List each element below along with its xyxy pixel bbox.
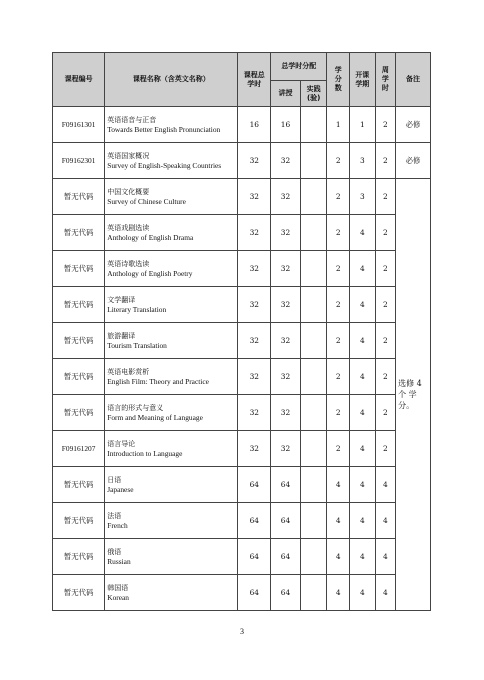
credits: 2 [327,287,350,323]
course-name [105,503,238,539]
table-row [53,575,431,611]
weekly-hours: 2 [375,323,395,359]
course-code: 暂无代码 [53,215,105,251]
practice-hours [300,359,327,395]
course-name-zh: 韩国语 [107,583,129,592]
elective-remark: 选修 4 个 学分。 [396,179,431,611]
course-name [105,143,238,179]
total-hours: 64 [238,503,271,539]
header-remarks: 备注 [396,53,431,107]
header-practice: 实践(验) [300,81,327,107]
lecture-hours: 64 [271,503,301,539]
course-name-zh: 文学翻译 [107,295,136,304]
course-name-zh: 语言的形式与意义 [107,403,164,412]
weekly-hours: 2 [375,179,395,215]
lecture-hours: 32 [271,143,301,179]
header-credits: 学分数 [327,53,350,107]
credits: 2 [327,431,350,467]
course-name [105,359,238,395]
semester: 4 [350,287,376,323]
table-row [53,143,431,179]
course-code: 暂无代码 [53,179,105,215]
practice-hours [300,287,327,323]
lecture-hours: 32 [271,287,301,323]
semester: 4 [350,467,376,503]
course-code: 暂无代码 [53,539,105,575]
semester: 4 [350,575,376,611]
semester: 4 [350,215,376,251]
course-code: F09161301 [53,107,105,143]
practice-hours [300,107,327,143]
course-name-en: Towards Better English Pronunciation [107,124,221,134]
table-row [53,251,431,287]
table-row [53,215,431,251]
course-code: 暂无代码 [53,323,105,359]
table-row [53,431,431,467]
lecture-hours: 32 [271,251,301,287]
table-body [53,107,431,611]
total-hours: 32 [238,215,271,251]
total-hours: 32 [238,179,271,215]
credits: 1 [327,107,350,143]
credits: 2 [327,359,350,395]
course-code: F09162301 [53,143,105,179]
course-name-zh: 法语 [107,511,122,520]
total-hours: 32 [238,431,271,467]
course-name-zh: 英语诗歌选读 [107,259,150,268]
course-table [52,52,431,611]
semester: 4 [350,323,376,359]
table-row [53,359,431,395]
total-hours: 32 [238,143,271,179]
header-hours-split: 总学时分配 [271,53,327,81]
course-name-en: Tourism Translation [107,340,167,350]
practice-hours [300,539,327,575]
total-hours: 16 [238,107,271,143]
course-code: F09161207 [53,431,105,467]
course-name-en: Japanese [107,484,134,494]
credits: 2 [327,179,350,215]
practice-hours [300,215,327,251]
course-name [105,179,238,215]
weekly-hours: 4 [375,503,395,539]
course-name-en: Korean [107,592,129,602]
header-total-hours: 课程总学时 [238,53,271,107]
course-name-en: Survey of English-Speaking Countries [107,160,222,170]
credits: 2 [327,215,350,251]
course-code: 暂无代码 [53,251,105,287]
course-name-en: Anthology of English Drama [107,232,194,242]
lecture-hours: 32 [271,215,301,251]
table-row [53,539,431,575]
course-name-zh: 俄语 [107,547,122,556]
total-hours: 32 [238,359,271,395]
course-name-zh: 英语电影赏析 [107,367,150,376]
course-name [105,431,238,467]
weekly-hours: 2 [375,215,395,251]
course-name [105,251,238,287]
course-name [105,323,238,359]
total-hours: 32 [238,251,271,287]
credits: 2 [327,143,350,179]
practice-hours [300,179,327,215]
header-name: 课程名称（含英文名称） [105,53,238,107]
course-name-zh: 中国文化概要 [107,187,150,196]
course-name-zh: 旅游翻译 [107,331,136,340]
weekly-hours: 4 [375,575,395,611]
weekly-hours: 2 [375,395,395,431]
semester: 4 [350,539,376,575]
lecture-hours: 32 [271,431,301,467]
semester: 1 [350,107,376,143]
table-row [53,287,431,323]
lecture-hours: 32 [271,395,301,431]
weekly-hours: 4 [375,539,395,575]
header-weekly-hours: 周学时 [375,53,395,107]
weekly-hours: 4 [375,467,395,503]
credits: 2 [327,323,350,359]
semester: 4 [350,503,376,539]
credits: 4 [327,467,350,503]
table-row [53,503,431,539]
table-header-row [53,53,431,81]
course-name-zh: 英语语音与正音 [107,115,157,124]
lecture-hours: 32 [271,179,301,215]
remark: 必修 [396,107,431,143]
course-name-en: Russian [107,556,131,566]
course-code: 暂无代码 [53,575,105,611]
course-name-en: French [107,520,128,530]
course-name [105,395,238,431]
header-code: 课程编号 [53,53,105,107]
lecture-hours: 32 [271,359,301,395]
credits: 2 [327,395,350,431]
course-name-zh: 英语国家概况 [107,151,150,160]
lecture-hours: 32 [271,323,301,359]
weekly-hours: 2 [375,143,395,179]
credits: 4 [327,539,350,575]
practice-hours [300,143,327,179]
course-code: 暂无代码 [53,287,105,323]
remark: 必修 [396,143,431,179]
course-name [105,539,238,575]
lecture-hours: 64 [271,575,301,611]
header-lecture: 讲授 [271,81,301,107]
course-name [105,287,238,323]
weekly-hours: 2 [375,107,395,143]
page-number: 3 [240,627,244,636]
course-name [105,107,238,143]
total-hours: 32 [238,323,271,359]
course-name-en: English Film: Theory and Practice [107,376,209,386]
practice-hours [300,503,327,539]
course-name-en: Literary Translation [107,304,167,314]
header-semester: 开课学期 [350,53,376,107]
semester: 4 [350,359,376,395]
semester: 3 [350,179,376,215]
total-hours: 64 [238,575,271,611]
total-hours: 32 [238,395,271,431]
total-hours: 64 [238,539,271,575]
practice-hours [300,431,327,467]
practice-hours [300,251,327,287]
practice-hours [300,467,327,503]
lecture-hours: 64 [271,467,301,503]
course-name-en: Survey of Chinese Culture [107,196,186,206]
semester: 3 [350,143,376,179]
credits: 4 [327,575,350,611]
total-hours: 64 [238,467,271,503]
course-name-zh: 语言导论 [107,439,136,448]
course-code: 暂无代码 [53,467,105,503]
semester: 4 [350,395,376,431]
course-name [105,575,238,611]
weekly-hours: 2 [375,251,395,287]
practice-hours [300,575,327,611]
credits: 2 [327,251,350,287]
course-name-en: Form and Meaning of Language [107,412,203,422]
weekly-hours: 2 [375,359,395,395]
table-row [53,395,431,431]
course-code: 暂无代码 [53,503,105,539]
course-code: 暂无代码 [53,395,105,431]
semester: 4 [350,431,376,467]
credits: 4 [327,503,350,539]
course-name-en: Anthology of English Poetry [107,268,193,278]
semester: 4 [350,251,376,287]
weekly-hours: 2 [375,431,395,467]
course-name-zh: 日语 [107,475,122,484]
table-row [53,323,431,359]
lecture-hours: 64 [271,539,301,575]
total-hours: 32 [238,287,271,323]
practice-hours [300,323,327,359]
course-code: 暂无代码 [53,359,105,395]
course-name [105,467,238,503]
lecture-hours: 16 [271,107,301,143]
course-name [105,215,238,251]
weekly-hours: 2 [375,287,395,323]
table-row [53,179,431,215]
course-name-zh: 英语戏剧选读 [107,223,150,232]
course-name-en: Introduction to Language [107,448,183,458]
table-row [53,467,431,503]
table-row [53,107,431,143]
practice-hours [300,395,327,431]
